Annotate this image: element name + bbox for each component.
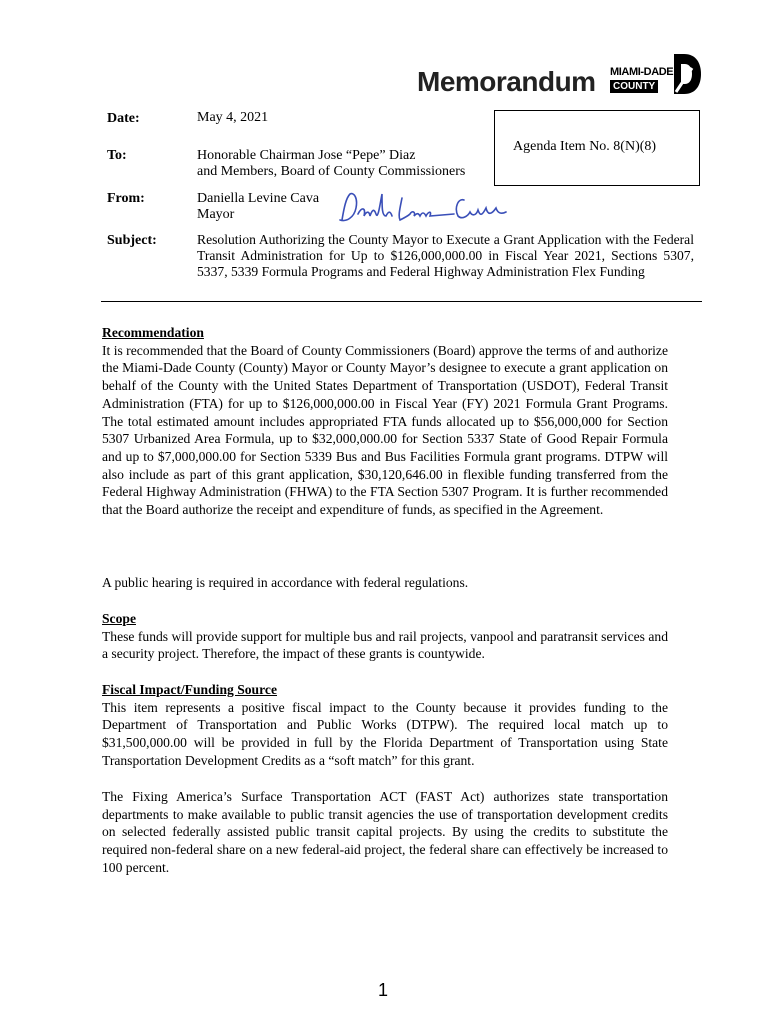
fiscal-heading: Fiscal Impact/Funding Source bbox=[102, 682, 277, 697]
to-line-2: and Members, Board of County Commissioners bbox=[197, 164, 466, 179]
logo-text-line1: MIAMI-DADE bbox=[610, 66, 674, 78]
fiscal-paragraph-1: This item represents a positive fiscal impact to the County because it provides funding to the Department of Transportation and Public Works (DTPW). The required local match up to $31,500,000.00 will be provided in full by the Florida Department of Transportation using State Transportation Development Credits as a “soft match” for this grant. bbox=[102, 699, 668, 768]
subject-label: Subject: bbox=[107, 233, 157, 248]
fiscal-paragraph-2: The Fixing America’s Surface Transportation ACT (FAST Act) authorizes state transportation departments to make available to public transit agencies the use of transportation development credits on selected federally assisted public transit capital projects. By using the credits to substitute the required non-federal share on a new federal-aid project, the federal share can effectively be increased to 100 percent. bbox=[102, 789, 668, 875]
miami-dade-county-logo bbox=[608, 52, 702, 96]
county-d-logo-icon bbox=[672, 52, 702, 96]
recommendation-heading: Recommendation bbox=[102, 325, 204, 340]
agenda-item-number: Agenda Item No. 8(N)(8) bbox=[513, 139, 657, 154]
scope-paragraph: These funds will provide support for multiple bus and rail projects, vanpool and paratransit services and a security project. Therefore, the impact of these grants is countywide. bbox=[102, 628, 668, 662]
public-hearing-paragraph: A public hearing is required in accordance with federal regulations. bbox=[102, 575, 469, 590]
page-number: 1 bbox=[378, 980, 389, 1000]
logo-text-line2: COUNTY bbox=[610, 80, 658, 93]
to-line-1: Honorable Chairman Jose “Pepe” Diaz bbox=[197, 148, 416, 163]
date-label: Date: bbox=[107, 111, 140, 126]
from-title: Mayor bbox=[197, 207, 235, 222]
mayor-signature bbox=[336, 190, 516, 230]
from-name: Daniella Levine Cava bbox=[197, 191, 320, 206]
scope-heading: Scope bbox=[102, 611, 136, 626]
header-divider bbox=[101, 301, 702, 302]
subject-text: Resolution Authorizing the County Mayor to Execute a Grant Application with the Federal Transit Administration for Up to $126,000,000.00 in Fiscal Year 2021, Sections 5307, 5337, 5339 Formula Programs and Federal Highway Administration Flex Funding bbox=[197, 232, 694, 279]
recommendation-section bbox=[102, 324, 668, 519]
fiscal-section bbox=[102, 681, 668, 770]
agenda-item-box bbox=[494, 110, 700, 186]
memo-date: May 4, 2021 bbox=[197, 110, 269, 125]
memorandum-title: Memorandum bbox=[417, 66, 596, 97]
from-label: From: bbox=[107, 191, 145, 206]
scope-section bbox=[102, 610, 668, 663]
to-label: To: bbox=[107, 148, 127, 163]
recommendation-paragraph: It is recommended that the Board of County Commissioners (Board) approve the terms of and authorize the Miami-Dade County (County) Mayor or County Mayor’s designee to execute a grant application on behalf of the County with the United States Department of Transportation (USDOT), Federal Transit Administration (FTA) for up to $126,000,000.00 in Fiscal Year (FY) 2021 Formula Grant Programs. The total estimated amount includes appropriated FTA funds allocated up to $56,000,000 for Section 5307 Urbanized Area Formula, up to $32,000,000.00 for Section 5337 State of Good Repair Formula and up to $7,000,000.00 for Section 5339 Bus and Bus Facilities Formula grant programs. DTPW will also include as part of this grant application, $30,120,646.00 in flexible funding transferred from the Federal Highway Administration (FHWA) to the FTA Section 5307 Program. It is further recommended that the Board authorize the receipt and expenditure of funds, as specified in the Agreement. bbox=[102, 342, 668, 518]
